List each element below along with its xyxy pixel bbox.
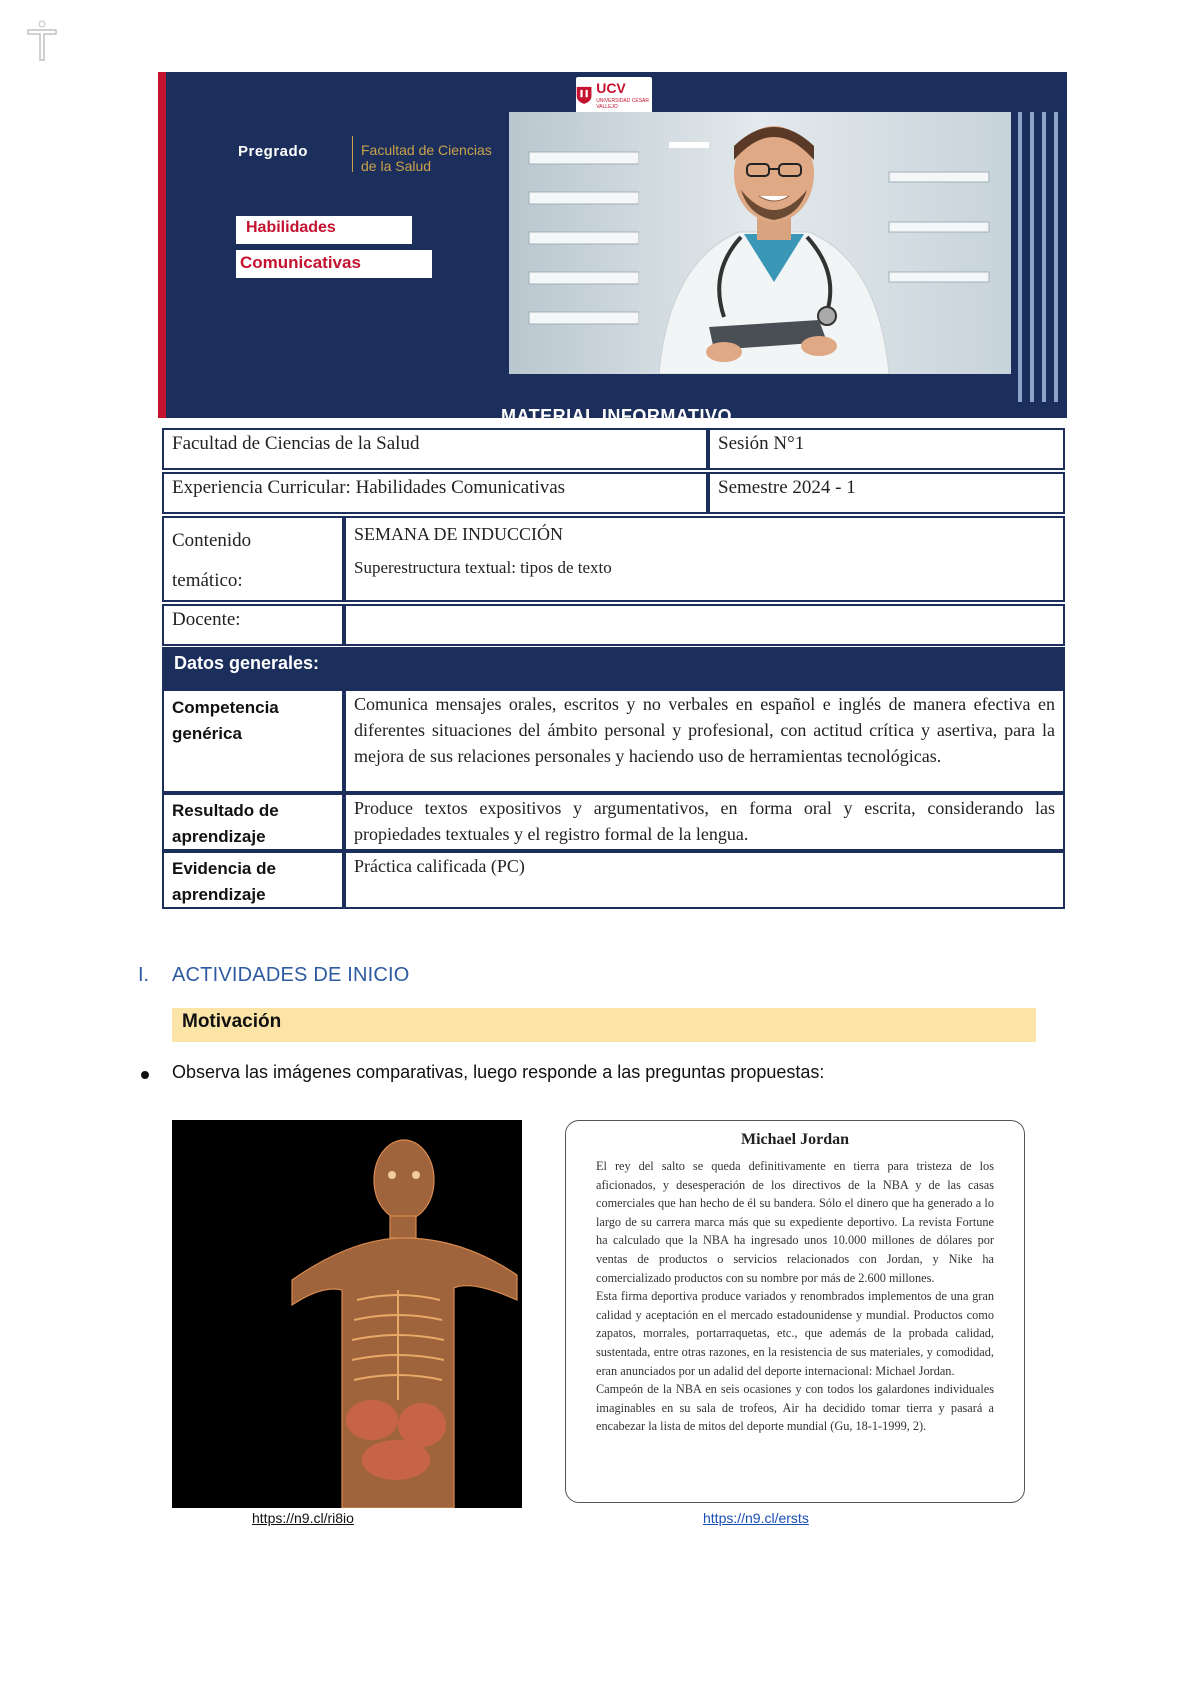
article-card xyxy=(565,1120,1025,1503)
shield-icon xyxy=(576,82,592,108)
evidence-text: Práctica calificada (PC) xyxy=(354,856,525,876)
evidence-label-cell xyxy=(162,851,344,909)
teacher-value-cell xyxy=(344,604,1065,646)
program-label: Pregrado xyxy=(238,143,308,160)
article-title: Michael Jordan xyxy=(741,1131,849,1148)
content-subtitle: Superestructura textual: tipos de texto xyxy=(354,558,612,577)
content-title: SEMANA DE INDUCCIÓN xyxy=(354,524,564,544)
logo-subtitle: UNIVERSIDAD CÉSAR VALLEJO xyxy=(596,98,649,110)
evidence-text-cell xyxy=(344,851,1065,909)
instruction-text: Observa las imágenes comparativas, luego responde a las preguntas propuestas: xyxy=(172,1062,825,1082)
semester-value: Semestre 2024 - 1 xyxy=(718,477,856,498)
session-value: Sesión N°1 xyxy=(718,433,805,454)
course-title-line1: Habilidades xyxy=(236,216,412,244)
session-cell xyxy=(708,428,1065,470)
competence-label: Competencia genérica xyxy=(172,698,279,743)
competence-text-cell xyxy=(344,689,1065,793)
content-label-line1: Contenido xyxy=(172,530,252,551)
competence-label-cell xyxy=(162,689,344,793)
evidence-label: Evidencia de aprendizaje xyxy=(172,859,276,904)
content-label-line2: temático: xyxy=(172,570,243,591)
faculty-value: Facultad de Ciencias de la Salud xyxy=(172,433,420,454)
image-source-link-right[interactable]: https://n9.cl/ersts xyxy=(703,1510,809,1526)
semester-cell xyxy=(708,472,1065,514)
doctor-photo xyxy=(509,112,1011,374)
logo-text: UCV xyxy=(596,80,626,96)
article-paragraph-3: Campeón de la NBA en seis ocasiones y con todos los galardones individuales imaginables en su sala de trofeos, Air ha decidido tomar tierra y pasará a encabezar la lista de mitos del deporte mundial (Gu, 18-1-1999, 2). xyxy=(596,1382,994,1434)
corner-logo-watermark xyxy=(18,16,66,66)
faculty-label: Facultad de Ciencias de la Salud xyxy=(361,142,492,174)
experience-value: Experiencia Curricular: Habilidades Comunicativas xyxy=(172,477,566,498)
section-number: I. xyxy=(138,964,150,986)
material-title: MATERIAL INFORMATIVO xyxy=(501,406,732,426)
course-title-line2: Comunicativas xyxy=(236,250,432,278)
content-value-cell xyxy=(344,516,1065,602)
result-label: Resultado de aprendizaje xyxy=(172,801,279,846)
section-title: ACTIVIDADES DE INICIO xyxy=(172,964,410,986)
result-label-cell xyxy=(162,793,344,851)
result-text-cell xyxy=(344,793,1065,851)
decorative-stripes xyxy=(1014,112,1064,402)
competence-text: Comunica mensajes orales, escritos y no verbales en español e inglés de manera efectiva en diferentes situaciones del ámbito personal y profesional, con actitud crítica y asertiva, para la mejora de sus relaciones personales y haciendo uso de herramientas tecnológicas. xyxy=(354,694,1055,766)
content-label-cell xyxy=(162,516,344,602)
article-paragraph-1: El rey del salto se queda definitivamente en tierra para tristeza de los aficionados, y desesperación de los directivos de la NBA y de las casas comerciales que han hecho de él su bandera. Sólo el dinero que ha generado a lo largo de su carrera marca más que su expediente deportivo. La revista Fortune ha calculado que la NBA ha ingresado unos 10.000 millones de dólares por ventas de productos o servicios relacionados con Jordan, y Nike ha comercializado productos con su nombre por más de 2.600 millones. xyxy=(596,1159,994,1285)
teacher-label-cell xyxy=(162,604,344,646)
faculty-divider xyxy=(352,136,353,172)
bullet-icon xyxy=(141,1071,149,1079)
header-accent-bar xyxy=(158,72,166,418)
teacher-label: Docente: xyxy=(172,609,241,630)
faculty-cell xyxy=(162,428,708,470)
motivation-heading: Motivación xyxy=(172,1008,1036,1042)
image-source-link-left[interactable]: https://n9.cl/ri8io xyxy=(252,1510,354,1526)
result-text: Produce textos expositivos y argumentativos, en forma oral y escrita, considerando las propiedades textuales y el registro formal de la lengua. xyxy=(354,798,1055,844)
anatomy-image xyxy=(172,1120,522,1508)
article-paragraph-2: Esta firma deportiva produce variados y renombrados implementos de una gran calidad y aceptación en el mercado estadounidense y mundial. Productos como zapatos, morrales, portarraquetas, etc., que además de la probada calidad, sustentada, entre otras razones, en la resistencia de sus materiales, y comodidad, eran anunciados por un adalid del deporte internacional: Michael Jordan. xyxy=(596,1289,994,1378)
general-data-heading: Datos generales: xyxy=(162,647,1065,689)
experience-cell xyxy=(162,472,708,514)
university-logo xyxy=(576,77,652,113)
